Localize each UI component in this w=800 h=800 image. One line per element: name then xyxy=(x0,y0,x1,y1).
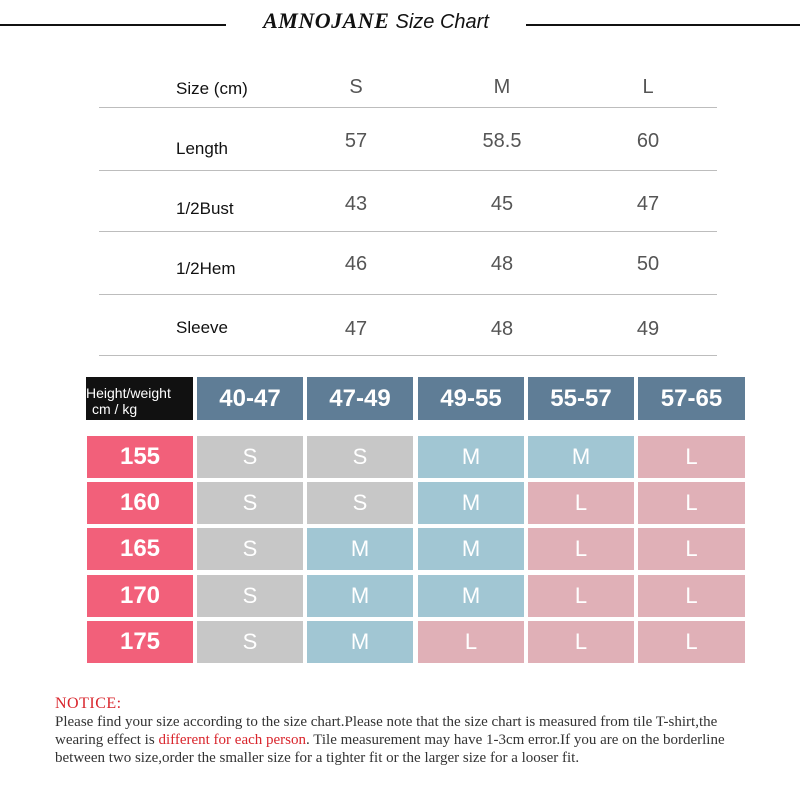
row-label: 1/2Hem xyxy=(176,259,236,278)
size-cell: L xyxy=(528,528,634,570)
size-cell: M xyxy=(307,621,413,663)
table-divider xyxy=(99,170,717,171)
table-divider xyxy=(99,107,717,108)
size-cell: S xyxy=(197,575,303,617)
row-label: Length xyxy=(176,139,228,158)
height-label: 170 xyxy=(87,575,193,617)
notice xyxy=(55,695,765,767)
size-cell: S xyxy=(197,436,303,478)
chart-title xyxy=(226,8,526,34)
height-label: 155 xyxy=(87,436,193,478)
value-m: 48 xyxy=(490,318,514,340)
notice-heading: NOTICE: xyxy=(55,695,122,712)
value-s: 57 xyxy=(344,130,368,152)
row-label: Sleeve xyxy=(176,318,228,337)
size-cell: S xyxy=(197,482,303,524)
grid-corner-label xyxy=(86,377,193,420)
notice-body xyxy=(55,713,765,767)
value-s: 46 xyxy=(344,253,368,275)
value-s: 43 xyxy=(344,193,368,215)
weight-range-header: 47-49 xyxy=(307,377,413,420)
weight-range-header: 55-57 xyxy=(528,377,634,420)
corner-line-2: cm / kg xyxy=(92,401,138,417)
table-divider xyxy=(99,294,717,295)
size-m-header: M xyxy=(493,76,511,98)
size-header-label: Size (cm) xyxy=(176,79,248,98)
weight-range-header: 40-47 xyxy=(197,377,303,420)
size-cell: S xyxy=(197,528,303,570)
value-m: 58.5 xyxy=(482,130,522,152)
title-rule-right xyxy=(526,24,800,26)
value-l: 49 xyxy=(636,318,660,340)
title-rule-left xyxy=(0,24,226,26)
brand-name: AMNOJANE xyxy=(263,8,390,33)
size-cell: L xyxy=(528,621,634,663)
size-cell: M xyxy=(418,575,524,617)
size-cell: M xyxy=(307,575,413,617)
table-divider xyxy=(99,355,717,356)
value-m: 48 xyxy=(490,253,514,275)
size-cell: M xyxy=(307,528,413,570)
size-cell: L xyxy=(638,482,745,524)
size-cell: L xyxy=(638,621,745,663)
row-label: 1/2Bust xyxy=(176,199,234,218)
size-cell: L xyxy=(528,575,634,617)
value-s: 47 xyxy=(344,318,368,340)
size-cell: S xyxy=(307,436,413,478)
table-divider xyxy=(99,231,717,232)
value-l: 50 xyxy=(636,253,660,275)
notice-text: . Tile measurement may have 1-3cm error.If you are on the borderline between two size,order the smaller size for a tighter fit or the larger size for a looser fit. xyxy=(55,732,725,766)
size-cell: L xyxy=(638,575,745,617)
notice-text: Please find your size according to the size chart.Please note that the size chart is measured from tile T-shirt,the wearing effect is xyxy=(55,714,718,748)
value-l: 47 xyxy=(636,193,660,215)
size-cell: M xyxy=(528,436,634,478)
value-m: 45 xyxy=(490,193,514,215)
size-cell: L xyxy=(638,436,745,478)
notice-highlight: different for each person xyxy=(158,732,307,748)
size-cell: M xyxy=(418,436,524,478)
size-l-header: L xyxy=(642,76,654,98)
height-label: 175 xyxy=(87,621,193,663)
title-suffix: Size Chart xyxy=(395,11,489,33)
size-cell: L xyxy=(638,528,745,570)
height-label: 165 xyxy=(87,528,193,570)
size-s-header: S xyxy=(349,76,363,98)
size-cell: M xyxy=(418,482,524,524)
size-cell: S xyxy=(307,482,413,524)
size-cell: L xyxy=(418,621,524,663)
weight-range-header: 49-55 xyxy=(418,377,524,420)
size-cell: S xyxy=(197,621,303,663)
height-label: 160 xyxy=(87,482,193,524)
value-l: 60 xyxy=(636,130,660,152)
weight-range-header: 57-65 xyxy=(638,377,745,420)
size-cell: M xyxy=(418,528,524,570)
corner-line-1: Height/weight xyxy=(86,385,171,401)
size-cell: L xyxy=(528,482,634,524)
